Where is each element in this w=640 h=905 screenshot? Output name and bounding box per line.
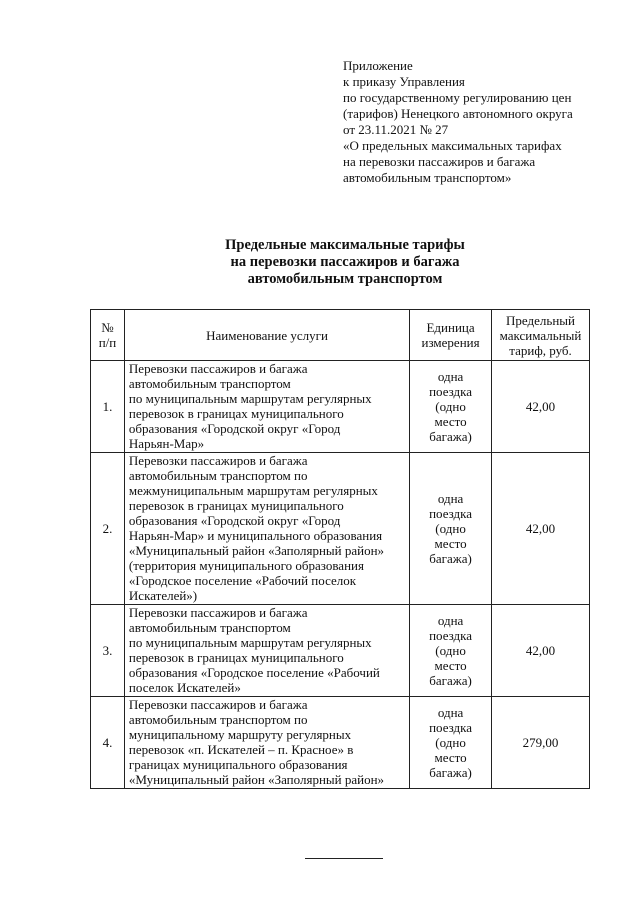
name-line: Искателей») bbox=[128, 588, 198, 603]
name-line: перевозок в границах муниципального bbox=[128, 650, 344, 665]
table-header-row bbox=[91, 310, 590, 361]
appendix-line: (тарифов) Ненецкого автономного округа bbox=[343, 106, 573, 121]
name-line: межмуниципальным маршрутам регулярных bbox=[128, 483, 378, 498]
row-num: 2. bbox=[91, 453, 125, 605]
unit-line: одна bbox=[437, 369, 464, 384]
title-line: автомобильным транспортом bbox=[247, 271, 443, 287]
name-line: «Городское поселение «Рабочий поселок bbox=[128, 573, 357, 588]
header-num bbox=[91, 310, 125, 361]
appendix-line: автомобильным транспортом» bbox=[343, 170, 512, 185]
title-line: на перевозки пассажиров и багажа bbox=[230, 254, 460, 270]
row-price: 42,00 bbox=[492, 453, 590, 605]
name-line: автомобильным транспортом по bbox=[128, 712, 308, 727]
name-line: автомобильным транспортом bbox=[128, 620, 291, 635]
appendix-line: «О предельных максимальных тарифах bbox=[343, 138, 562, 153]
header-line: максимальный bbox=[499, 327, 582, 343]
unit-line: багажа) bbox=[429, 551, 472, 566]
row-service-name bbox=[124, 453, 409, 605]
unit-line: (одно bbox=[435, 643, 466, 658]
header-line: Предельный bbox=[506, 312, 575, 328]
unit-line: поездка bbox=[429, 384, 473, 399]
name-line: перевозок в границах муниципального bbox=[128, 406, 344, 421]
row-service-name bbox=[124, 361, 409, 453]
name-line: автомобильным транспортом по bbox=[128, 468, 308, 483]
header-line: п/п bbox=[98, 335, 117, 350]
table-row bbox=[91, 361, 590, 453]
row-num: 3. bbox=[91, 605, 125, 697]
footer-divider bbox=[305, 858, 383, 859]
unit-line: место bbox=[434, 750, 467, 765]
unit-line: одна bbox=[437, 491, 464, 506]
row-unit bbox=[410, 697, 492, 789]
row-price: 42,00 bbox=[492, 361, 590, 453]
name-line: границах муниципального образования bbox=[128, 757, 348, 772]
name-line: Перевозки пассажиров и багажа bbox=[128, 605, 308, 620]
appendix-line: к приказу Управления bbox=[343, 74, 465, 89]
table-row bbox=[91, 605, 590, 697]
row-service-name bbox=[124, 697, 409, 789]
name-line: Перевозки пассажиров и багажа bbox=[128, 453, 308, 468]
name-line: поселок Искателей» bbox=[128, 680, 241, 695]
table-row bbox=[91, 453, 590, 605]
header-line: № bbox=[101, 320, 114, 335]
unit-line: багажа) bbox=[429, 673, 472, 688]
unit-line: поездка bbox=[429, 506, 473, 521]
appendix-line: по государственному регулированию цен bbox=[343, 90, 572, 105]
unit-line: место bbox=[434, 536, 467, 551]
row-num: 4. bbox=[91, 697, 125, 789]
name-line: по муниципальным маршрутам регулярных bbox=[128, 635, 372, 650]
name-line: перевозок «п. Искателей – п. Красное» в bbox=[128, 742, 354, 757]
unit-line: (одно bbox=[435, 521, 466, 536]
name-line: образования «Городской округ «Город bbox=[128, 421, 341, 436]
header-price bbox=[492, 310, 590, 361]
tariff-table bbox=[90, 309, 590, 789]
row-unit bbox=[410, 453, 492, 605]
unit-line: багажа) bbox=[429, 429, 472, 444]
row-price: 42,00 bbox=[492, 605, 590, 697]
appendix-block bbox=[343, 58, 623, 186]
name-line: по муниципальным маршрутам регулярных bbox=[128, 391, 372, 406]
unit-line: место bbox=[434, 658, 467, 673]
header-line: тариф, руб. bbox=[509, 342, 572, 358]
name-line: «Муниципальный район «Заполярный район» bbox=[128, 772, 385, 787]
header-name bbox=[124, 310, 409, 361]
name-line: перевозок в границах муниципального bbox=[128, 498, 344, 513]
name-line: автомобильным транспортом bbox=[128, 376, 291, 391]
header-line: Единица bbox=[426, 320, 475, 335]
unit-line: (одно bbox=[435, 735, 466, 750]
appendix-line: на перевозки пассажиров и багажа bbox=[343, 154, 536, 169]
name-line: Перевозки пассажиров и багажа bbox=[128, 361, 308, 376]
row-unit bbox=[410, 605, 492, 697]
name-line: образования «Городской округ «Город bbox=[128, 513, 341, 528]
row-service-name bbox=[124, 605, 409, 697]
unit-line: место bbox=[434, 414, 467, 429]
row-unit bbox=[410, 361, 492, 453]
table-row bbox=[91, 697, 590, 789]
header-line: Наименование услуги bbox=[206, 327, 328, 343]
header-unit bbox=[410, 310, 492, 361]
name-line: Перевозки пассажиров и багажа bbox=[128, 697, 308, 712]
document-title bbox=[100, 237, 590, 288]
name-line: образования «Городское поселение «Рабочий bbox=[128, 665, 380, 680]
unit-line: поездка bbox=[429, 720, 473, 735]
name-line: муниципальному маршруту регулярных bbox=[128, 727, 352, 742]
name-line: (территория муниципального образования bbox=[128, 558, 364, 573]
row-num: 1. bbox=[91, 361, 125, 453]
name-line: «Муниципальный район «Заполярный район» bbox=[128, 543, 385, 558]
name-line: Нарьян-Мар» bbox=[128, 436, 205, 451]
unit-line: одна bbox=[437, 705, 464, 720]
row-price: 279,00 bbox=[492, 697, 590, 789]
unit-line: багажа) bbox=[429, 765, 472, 780]
unit-line: (одно bbox=[435, 399, 466, 414]
unit-line: поездка bbox=[429, 628, 473, 643]
header-line: измерения bbox=[421, 335, 480, 350]
appendix-line: Приложение bbox=[343, 58, 413, 73]
name-line: Нарьян-Мар» и муниципального образования bbox=[128, 528, 383, 543]
unit-line: одна bbox=[437, 613, 464, 628]
appendix-line: от 23.11.2021 № 27 bbox=[343, 122, 449, 137]
title-line: Предельные максимальные тарифы bbox=[225, 237, 465, 253]
